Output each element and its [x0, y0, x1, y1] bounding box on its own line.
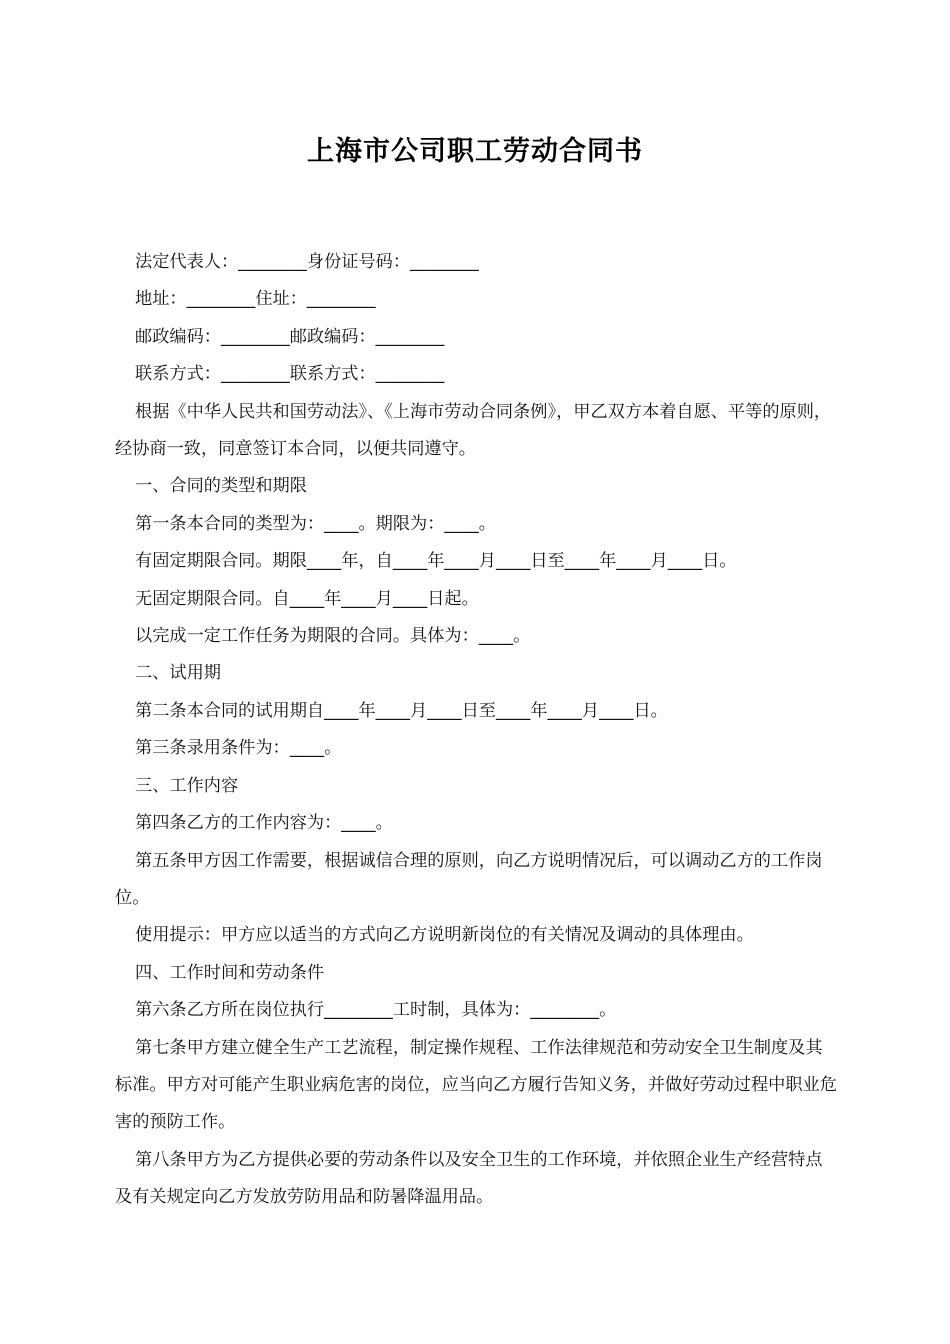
paragraph-task-term: 以完成一定工作任务为期限的合同。具体为：____。 [135, 626, 531, 647]
paragraph-article-1: 第一条本合同的类型为：____。期限为：____。 [135, 513, 496, 534]
paragraph-article-8: 第八条甲方为乙方提供必要的劳动条件以及安全卫生的工作环境，并依照企业生产经营特点及有关规定向乙方发放劳防用品和防暑降温用品。 [115, 1149, 823, 1208]
paragraph-article-5: 第五条甲方因工作需要，根据诚信合理的原则，向乙方说明情况后，可以调动乙方的工作岗位。 [115, 850, 823, 908]
paragraph-article-6: 第六条乙方所在岗位执行________工时制，具体为：________。 [135, 1000, 617, 1021]
paragraph-article-3: 第三条录用条件为：____。 [135, 738, 342, 759]
paragraph-article-4: 第四条乙方的工作内容为：____。 [135, 813, 393, 834]
paragraph-contact: 联系方式：________联系方式：________ [135, 364, 445, 385]
document-title: 上海市公司职工劳动合同书 [307, 136, 643, 167]
section-heading-work-content: 三、工作内容 [135, 775, 239, 796]
paragraph-postal-code: 邮政编码：________邮政编码：________ [135, 326, 445, 347]
paragraph-address: 地址：________住址：________ [135, 289, 376, 310]
paragraph-fixed-term: 有固定期限合同。期限____年，自____年____月____日至____年____月____日。 [135, 551, 737, 572]
paragraph-article-2: 第二条本合同的试用期自____年____月____日至____年____月____日。 [135, 700, 668, 721]
section-heading-probation: 二、试用期 [135, 663, 221, 684]
section-heading-contract-type: 一、合同的类型和期限 [135, 476, 307, 497]
paragraph-open-term: 无固定期限合同。自____年____月____日起。 [135, 588, 479, 609]
section-heading-working-hours: 四、工作时间和劳动条件 [135, 962, 325, 983]
document-body [115, 244, 837, 1217]
paragraph-legal-representative: 法定代表人：________身份证号码：________ [135, 252, 479, 272]
paragraph-preamble: 根据《中华人民共和国劳动法》、《上海市劳动合同条例》，甲乙双方本着自愿、平等的原则，经协商一致，同意签订本合同，以便共同遵守。 [115, 401, 832, 460]
paragraph-usage-tip: 使用提示：甲方应以适当的方式向乙方说明新岗位的有关情况及调动的具体理由。 [135, 925, 754, 946]
paragraph-article-7: 第七条甲方建立健全生产工艺流程，制定操作规程、工作法律规范和劳动安全卫生制度及其标准。甲方对可能产生职业病危害的岗位，应当向乙方履行告知义务，并做好劳动过程中职业危害的预防工作。 [115, 1037, 837, 1133]
